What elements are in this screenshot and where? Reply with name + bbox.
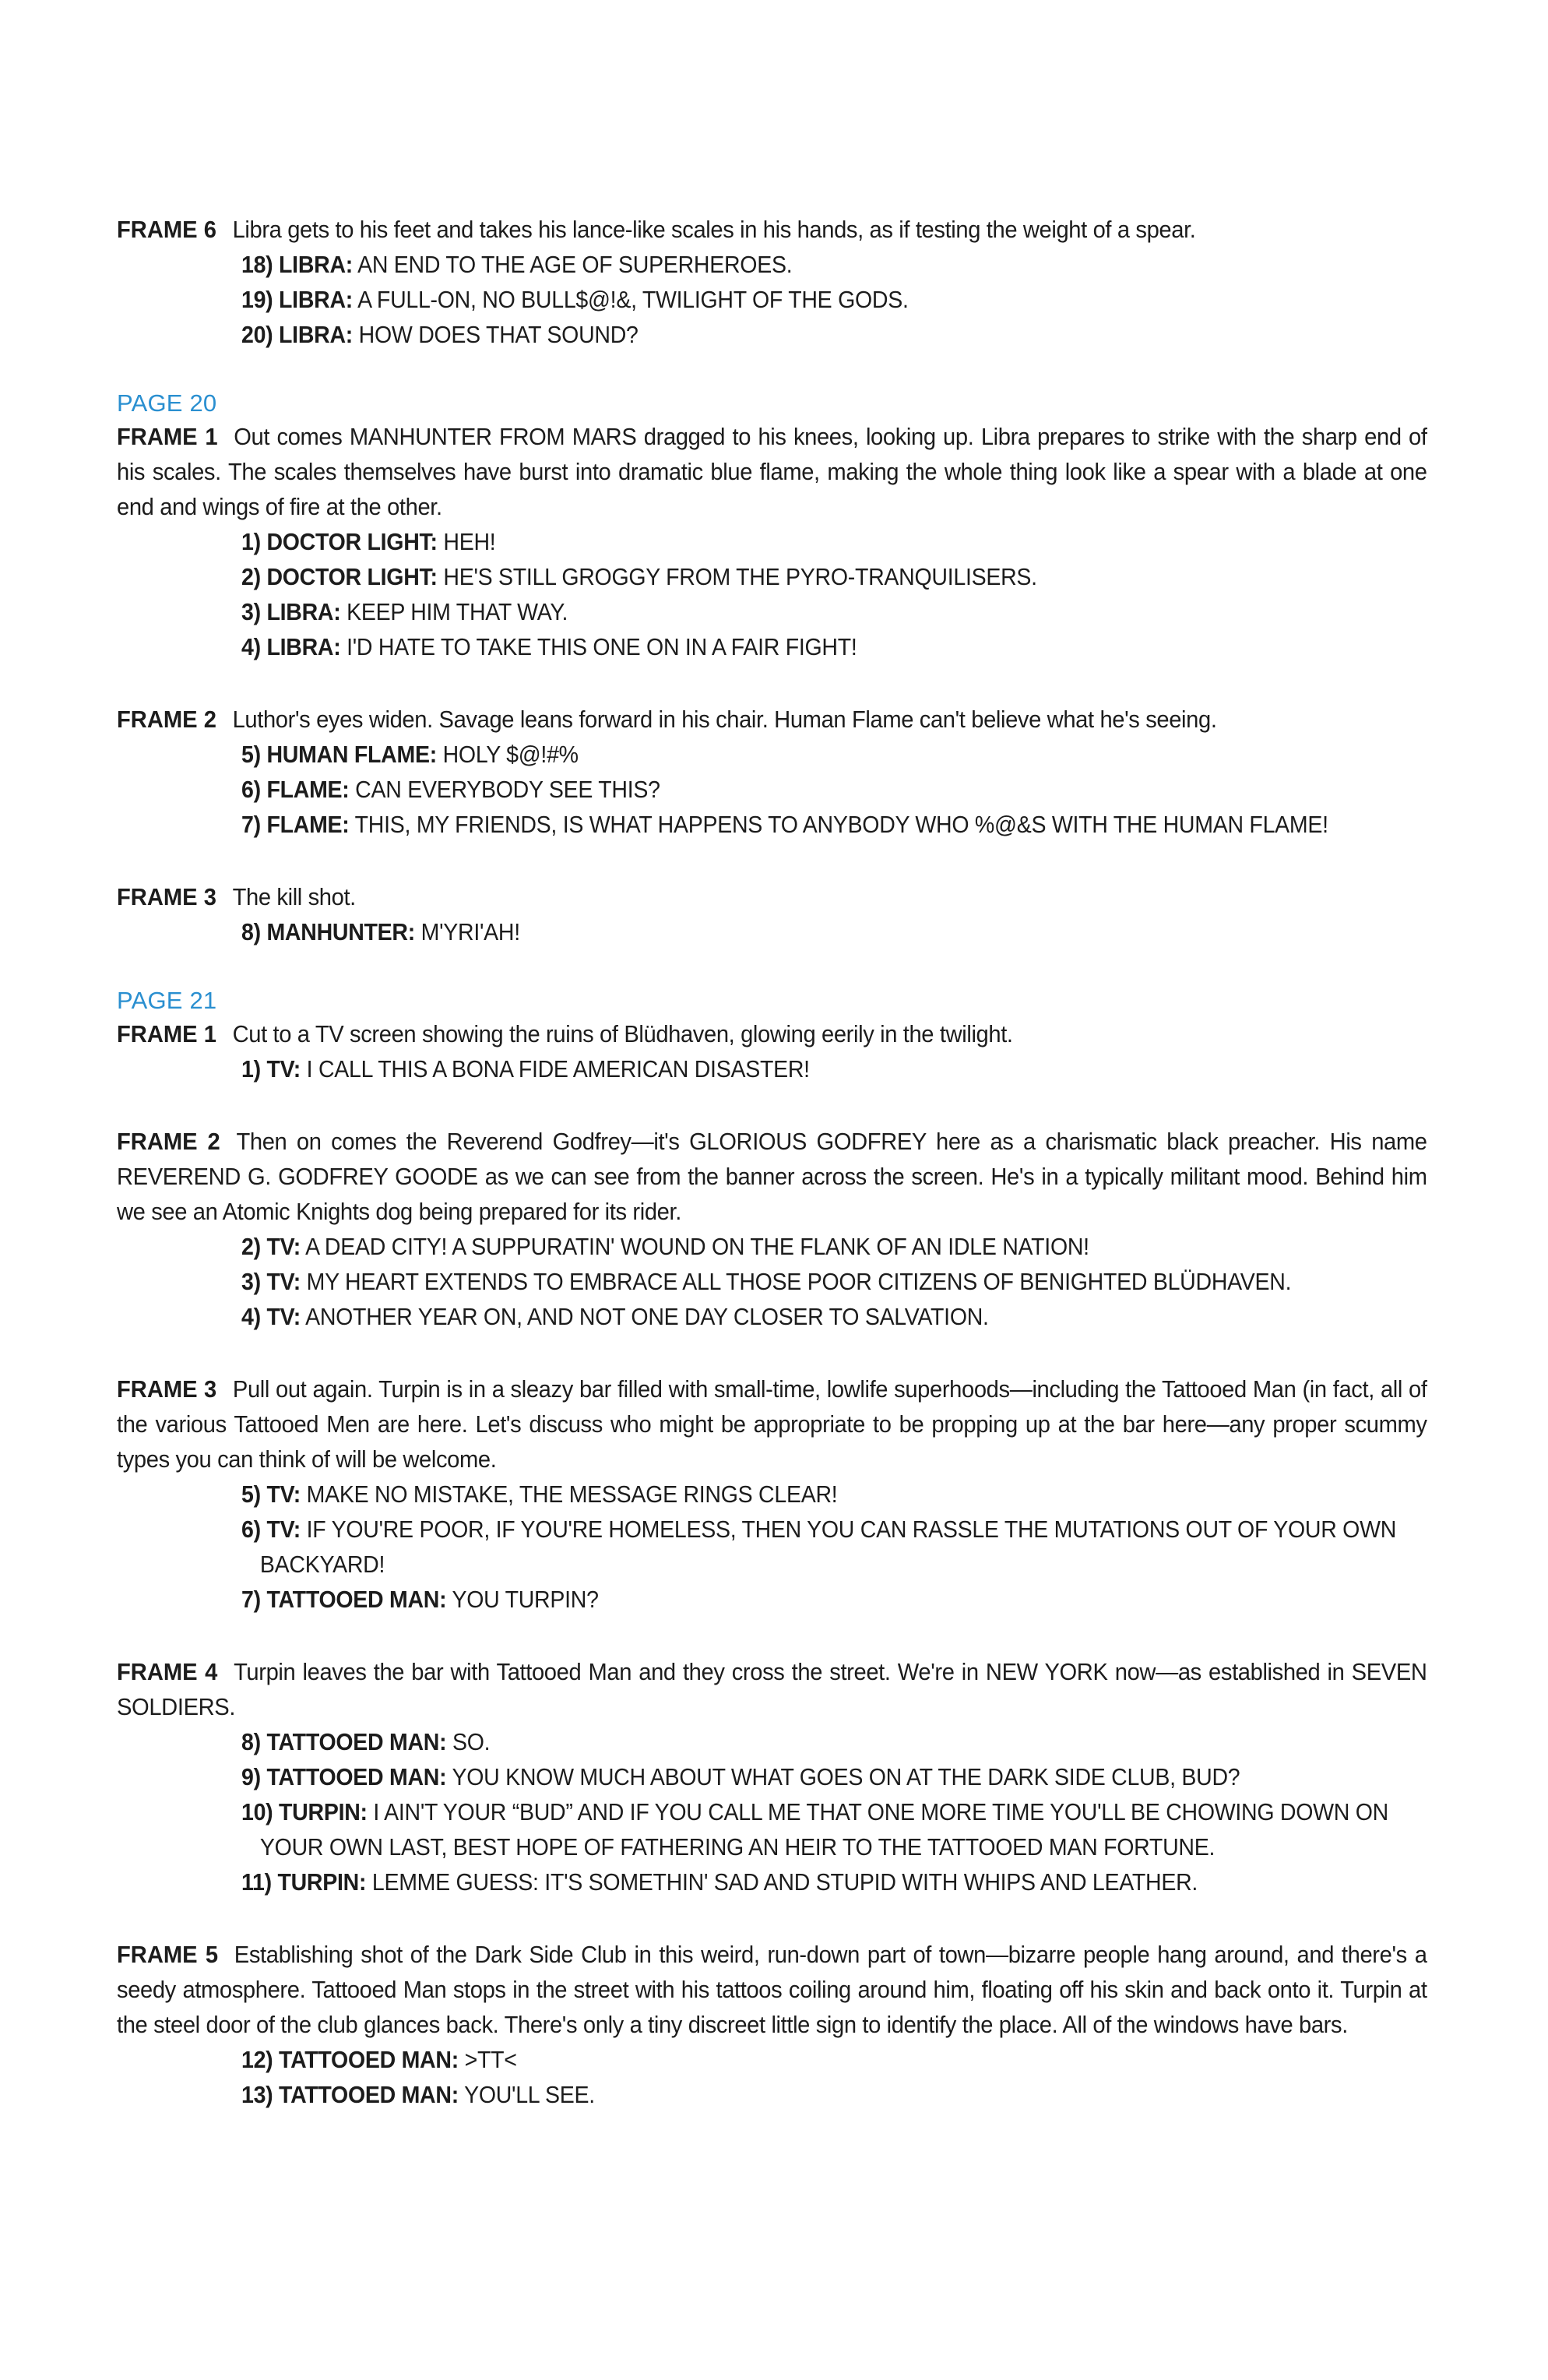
dialogue-line	[241, 559, 1449, 594]
speaker: 19) LIBRA:	[241, 286, 354, 313]
speaker: 4) LIBRA:	[241, 633, 341, 660]
frame-text: Then on comes the Reverend Godfrey—it's GLORIOUS GODFREY here as a charismatic black preacher. His name REVEREND G. GODFREY GOODE as we can see from the banner across the screen. He's in a typically militant mood. Behind him we see an Atomic Knights dog being prepared for its rider.	[117, 1128, 1427, 1225]
frame-description	[117, 1016, 1427, 1051]
frame-label: FRAME 5	[117, 1941, 219, 1968]
dialogue-line	[241, 1477, 1449, 1512]
line-text: M'YRI'AH!	[420, 918, 520, 945]
frame-label: FRAME 1	[117, 1020, 216, 1047]
speaker: 1) DOCTOR LIGHT:	[241, 528, 438, 555]
dialogue-line	[241, 1051, 1449, 1086]
line-text: SO.	[452, 1728, 491, 1755]
dialogue-line	[241, 594, 1449, 629]
frame-text: Cut to a TV screen showing the ruins of Blüdhaven, glowing eerily in the twilight.	[232, 1020, 1013, 1047]
line-text: MAKE NO MISTAKE, THE MESSAGE RINGS CLEAR!	[306, 1480, 838, 1508]
page21-frame-4	[117, 1654, 1427, 1899]
frame-text: Pull out again. Turpin is in a sleazy bar filled with small-time, lowlife superhoods—including the Tattooed Man (in fact, all of the various Tattooed Men are here. Let's discuss who might be appropriate to be propping up at the bar here—any proper scummy types you can think of will be welcome.	[117, 1375, 1427, 1473]
speaker: 7) FLAME:	[241, 811, 350, 838]
dialogue-line	[241, 2077, 1449, 2112]
frame-text: Turpin leaves the bar with Tattooed Man and they cross the street. We're in NEW YORK now—as established in SEVEN SOLDIERS.	[117, 1658, 1427, 1720]
speaker: 3) TV:	[241, 1268, 301, 1295]
frame-label: FRAME 3	[117, 883, 216, 910]
speaker: 6) FLAME:	[241, 776, 350, 803]
speaker: 11) TURPIN:	[241, 1868, 367, 1896]
speaker: 5) HUMAN FLAME:	[241, 741, 437, 768]
line-text: AN END TO THE AGE OF SUPERHEROES.	[357, 251, 793, 278]
speaker: 5) TV:	[241, 1480, 301, 1508]
line-text: >TT<	[464, 2046, 517, 2073]
speaker: 6) TV:	[241, 1516, 301, 1543]
speaker: 2) TV:	[241, 1233, 301, 1260]
dialogue-line	[241, 1759, 1449, 1794]
line-text: YOU'LL SEE.	[464, 2081, 595, 2108]
line-text: A FULL-ON, NO BULL$@!&, TWILIGHT OF THE GODS.	[357, 286, 909, 313]
dialogue-line	[241, 1864, 1449, 1899]
frame-description	[117, 1124, 1427, 1229]
speaker: 13) TATTOOED MAN:	[241, 2081, 459, 2108]
dialogue-line	[241, 1299, 1449, 1334]
line-text: IF YOU'RE POOR, IF YOU'RE HOMELESS, THEN YOU CAN RASSLE THE MUTATIONS OUT OF YOUR OWN BACKYARD!	[259, 1516, 1397, 1578]
line-text: KEEP HIM THAT WAY.	[347, 598, 568, 625]
frame-description	[117, 1937, 1427, 2042]
line-text: HOLY $@!#%	[442, 741, 579, 768]
frame-label: FRAME 6	[117, 216, 216, 243]
frame-6	[117, 212, 1427, 352]
frame-label: FRAME 3	[117, 1375, 217, 1403]
dialogue-line	[241, 1512, 1449, 1582]
frame-description	[117, 419, 1427, 524]
line-text: YOU KNOW MUCH ABOUT WHAT GOES ON AT THE DARK SIDE CLUB, BUD?	[452, 1763, 1240, 1790]
line-text: HOW DOES THAT SOUND?	[358, 321, 639, 348]
frame-text: Luthor's eyes widen. Savage leans forward in his chair. Human Flame can't believe what he's seeing.	[232, 706, 1217, 733]
frame-description	[117, 1654, 1427, 1724]
dialogue-line	[241, 282, 1449, 317]
line-text: CAN EVERYBODY SEE THIS?	[355, 776, 660, 803]
line-text: YOU TURPIN?	[452, 1586, 599, 1613]
speaker: 4) TV:	[241, 1303, 301, 1330]
frame-description	[117, 1371, 1427, 1477]
dialogue-line	[241, 914, 1449, 949]
frame-description	[117, 702, 1427, 737]
line-text: I AIN'T YOUR “BUD” AND IF YOU CALL ME THAT ONE MORE TIME YOU'LL BE CHOWING DOWN ON YOUR OWN LAST, BEST HOPE OF FATHERING AN HEIR TO THE TATTOOED MAN FORTUNE.	[259, 1798, 1388, 1861]
page21-frame-3	[117, 1371, 1427, 1617]
line-text: THIS, MY FRIENDS, IS WHAT HAPPENS TO ANYBODY WHO %@&S WITH THE HUMAN FLAME!	[354, 811, 1328, 838]
speaker: 10) TURPIN:	[241, 1798, 368, 1825]
line-text: MY HEART EXTENDS TO EMBRACE ALL THOSE POOR CITIZENS OF BENIGHTED BLÜDHAVEN.	[306, 1268, 1292, 1295]
frame-label: FRAME 2	[117, 1128, 220, 1155]
line-text: I CALL THIS A BONA FIDE AMERICAN DISASTER!	[306, 1055, 810, 1083]
line-text: A DEAD CITY! A SUPPURATIN' WOUND ON THE FLANK OF AN IDLE NATION!	[305, 1233, 1089, 1260]
speaker: 9) TATTOOED MAN:	[241, 1763, 447, 1790]
line-text: ANOTHER YEAR ON, AND NOT ONE DAY CLOSER TO SALVATION.	[305, 1303, 989, 1330]
speaker: 12) TATTOOED MAN:	[241, 2046, 459, 2073]
dialogue-line	[241, 247, 1449, 282]
dialogue-line	[241, 2042, 1449, 2077]
frame-text: Out comes MANHUNTER FROM MARS dragged to his knees, looking up. Libra prepares to strike with the sharp end of his scales. The scales themselves have burst into dramatic blue flame, making the whole thing look like a spear with a blade at one end and wings of fire at the other.	[117, 423, 1427, 520]
line-text: HEH!	[443, 528, 496, 555]
dialogue-line	[241, 1582, 1449, 1617]
page-heading: PAGE 21	[117, 987, 217, 1014]
speaker: 8) MANHUNTER:	[241, 918, 415, 945]
speaker: 1) TV:	[241, 1055, 301, 1083]
frame-label: FRAME 1	[117, 423, 218, 450]
dialogue-line	[241, 1229, 1449, 1264]
dialogue-line	[241, 807, 1449, 842]
page21-frame-2	[117, 1124, 1427, 1334]
page-heading: PAGE 20	[117, 389, 217, 417]
speaker: 20) LIBRA:	[241, 321, 354, 348]
dialogue-line	[241, 1794, 1449, 1864]
dialogue-line	[241, 317, 1449, 352]
frame-text: The kill shot.	[232, 883, 356, 910]
dialogue-line	[241, 1264, 1449, 1299]
frame-text: Establishing shot of the Dark Side Club in this weird, run-down part of town—bizarre people hang around, and there's a seedy atmosphere. Tattooed Man stops in the street with his tattoos coiling around him, floating off his skin and back onto it. Turpin at the steel door of the club glances back. There's only a tiny discreet little sign to identify the place. All of the windows have bars.	[117, 1941, 1427, 2038]
frame-label: FRAME 4	[117, 1658, 218, 1685]
frame-label: FRAME 2	[117, 706, 216, 733]
line-text: I'D HATE TO TAKE THIS ONE ON IN A FAIR FIGHT!	[347, 633, 857, 660]
frame-description	[117, 879, 1427, 914]
dialogue-line	[241, 772, 1449, 807]
dialogue-line	[241, 629, 1449, 664]
page20-frame-3	[117, 879, 1427, 949]
page20-frame-2	[117, 702, 1427, 842]
page20-frame-1	[117, 419, 1427, 664]
dialogue-line	[241, 524, 1449, 559]
speaker: 18) LIBRA:	[241, 251, 354, 278]
speaker: 7) TATTOOED MAN:	[241, 1586, 447, 1613]
frame-text: Libra gets to his feet and takes his lance-like scales in his hands, as if testing the weight of a spear.	[232, 216, 1196, 243]
dialogue-line	[241, 737, 1449, 772]
page21-frame-1	[117, 1016, 1427, 1086]
speaker: 2) DOCTOR LIGHT:	[241, 563, 438, 590]
speaker: 8) TATTOOED MAN:	[241, 1728, 447, 1755]
dialogue-line	[241, 1724, 1449, 1759]
frame-description	[117, 212, 1427, 247]
page21-frame-5	[117, 1937, 1427, 2112]
line-text: HE'S STILL GROGGY FROM THE PYRO-TRANQUILISERS.	[443, 563, 1037, 590]
speaker: 3) LIBRA:	[241, 598, 341, 625]
line-text: LEMME GUESS: IT'S SOMETHIN' SAD AND STUPID WITH WHIPS AND LEATHER.	[371, 1868, 1198, 1896]
script-page	[117, 212, 1427, 2112]
